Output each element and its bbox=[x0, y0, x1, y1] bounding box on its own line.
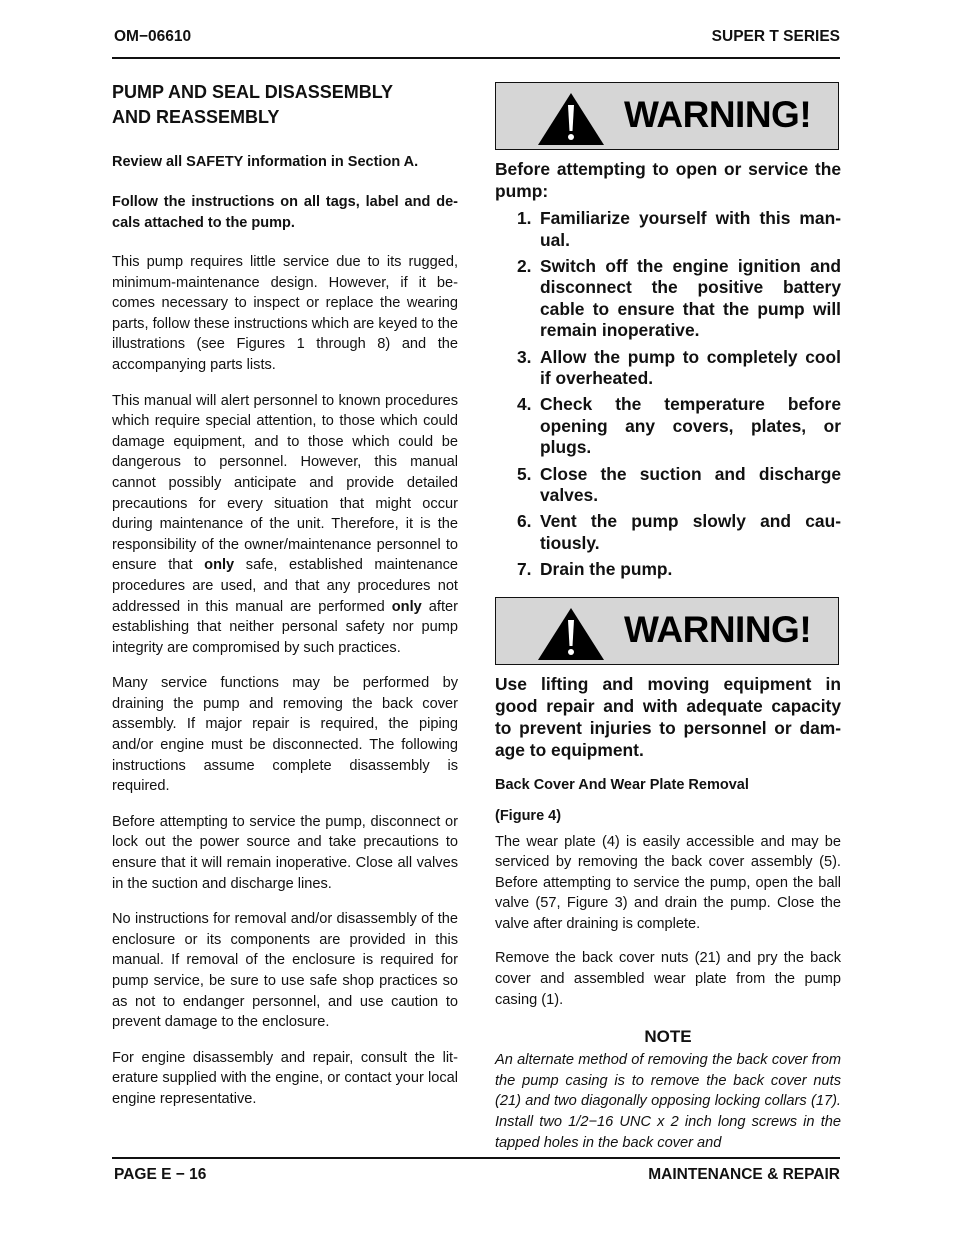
section-title-line2: AND REASSEMBLY bbox=[112, 107, 280, 127]
paragraph-engine-repair: For engine disassembly and repair, consult the literature supplied with the engine, or contact your local engine representative. bbox=[112, 1049, 458, 1107]
list-item: 4. Check the temperature before opening any covers, plates, or plugs. bbox=[517, 394, 841, 458]
list-item: 2. Switch off the engine ignition and disconnect the positive battery cable to ensure that the pump will remain inoperative. bbox=[517, 255, 841, 341]
safety-review-note: Review all SAFETY information in Section A. bbox=[112, 154, 419, 170]
list-item: 1. Familiarize yourself with this manual. bbox=[517, 208, 841, 250]
note-title: NOTE bbox=[644, 1027, 692, 1047]
figure-reference: (Figure 4) bbox=[495, 807, 562, 824]
page-number: PAGE E − 16 bbox=[114, 1166, 207, 1183]
document-number: OM−06610 bbox=[114, 28, 192, 45]
warning-label: WARNING! bbox=[624, 94, 812, 135]
page-header bbox=[114, 28, 840, 50]
warning-triangle-icon bbox=[536, 606, 606, 662]
paragraph-service-intro: This pump requires little service due to its rugged, minimum-maintenance design. However, if it becomes necessary to inspect or replace the wearing parts, follow these instructions which are keyed to the illustrations (see Figures 1 through 8) and the accompanying parts lists. bbox=[112, 254, 458, 373]
warning-banner-2 bbox=[495, 597, 839, 665]
list-item: 5. Close the suction and discharge valves. bbox=[517, 463, 841, 506]
list-item: 6. Vent the pump slowly and cautiously. bbox=[517, 511, 841, 553]
warning1-lead: Before attempting to open or service the pump: bbox=[495, 159, 841, 201]
right-column bbox=[495, 82, 841, 1153]
paragraph-wear-plate: The wear plate (4) is easily accessible and may be serviced by removing the back cover assembly (5). Before attempting to service the pump, open the ball valve (57, Figure 3) and drain the pump. Close the valve after draining is complete. bbox=[495, 833, 841, 932]
emphasis-only-2: only bbox=[391, 598, 422, 615]
note-body: An alternate method of removing the back cover from the pump casing is to remove the back cover nuts (21) and two diagonally opposing locking collars (17). Install two 1/2−16 UNC x 2 inch long screws in the tapped holes in the back cover and bbox=[495, 1052, 841, 1151]
warning-triangle-icon bbox=[536, 91, 606, 147]
section-title-line1: PUMP AND SEAL DISASSEMBLY bbox=[112, 82, 394, 102]
subsection-heading: Back Cover And Wear Plate Removal bbox=[495, 776, 749, 793]
safety-steps-list bbox=[495, 208, 841, 581]
paragraph-power-lockout: Before attempting to service the pump, disconnect or lock out the power source and take precautions to ensure that it will remain inoperative. Close all valves in the suction and discharge lines. bbox=[112, 813, 458, 892]
paragraph-service-functions: Many service functions may be performed by draining the pump and removing the back cover assembly. If major repair is required, the piping and/or engine must be disconnected. The following instructions assume complete disassembly is required. bbox=[112, 675, 458, 795]
section-title bbox=[112, 80, 458, 130]
list-item: 7. Drain the pump. bbox=[517, 558, 673, 579]
paragraph-enclosure: No instructions for removal and/or disassembly of the enclosure or its components are provided in this manual. If removal of the enclosure is required for pump service, be sure to use safe shop practices so as not to endanger personnel, and use caution to prevent damage to the enclosure. bbox=[112, 911, 458, 1031]
series-name: SUPER T SERIES bbox=[711, 28, 840, 45]
header-rule bbox=[112, 57, 840, 59]
list-item: 3. Allow the pump to completely cool if overheated. bbox=[517, 346, 841, 389]
chapter-name: MAINTENANCE & REPAIR bbox=[648, 1166, 840, 1183]
page-footer bbox=[114, 1166, 840, 1188]
warning2-text: Use lifting and moving equipment in good repair and with adequate capacity to prevent injuries to personnel or damage to equipment. bbox=[495, 673, 841, 760]
left-column bbox=[112, 80, 458, 1125]
emphasis-only: only bbox=[204, 557, 235, 574]
paragraph-back-cover-nuts: Remove the back cover nuts (21) and pry the back cover and assembled wear plate from the pump casing (1). bbox=[495, 950, 841, 1008]
warning-banner-1 bbox=[495, 82, 839, 150]
warning-label-2: WARNING! bbox=[624, 608, 812, 650]
paragraph-responsibility: This manual will alert personnel to known procedures which require special attention, to those which could damage equipment, and to those which could be dangerous to personnel. However, this manual cannot possibly anticipate and provide detailed precautions for every situation that might occur during maintenance of the unit. Therefore, it is the responsibility of the owner/maintenance personnel to ensure that only safe, established maintenance procedures are used, and that any procedures not addressed in this manual are performed only after establishing that neither personal safety nor pump integrity are compromised by such practices. bbox=[112, 392, 459, 656]
tags-instruction-note: Follow the instructions on all tags, label and decals attached to the pump. bbox=[112, 194, 458, 231]
footer-rule bbox=[112, 1157, 840, 1159]
